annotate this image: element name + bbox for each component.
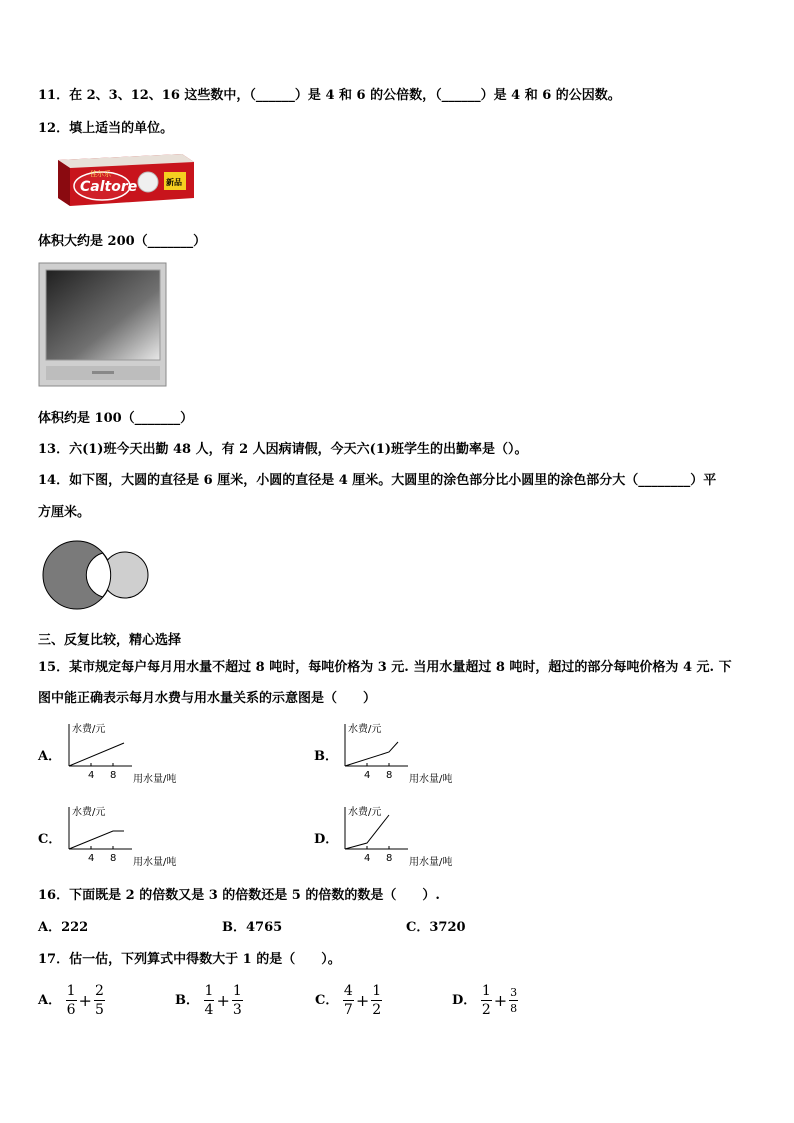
question-15-line1: 15．某市规定每户每月用水量不超过 8 吨时，每吨价格为 3 元. 当用水量超过 8 吨时，超过的部分每吨价格为 4 元. 下 xyxy=(38,660,732,675)
q15-c-xlabel: 用水量/吨 xyxy=(133,857,177,868)
q17-option-a: A． $\frac{1}{6}$ + $\frac{2}{5}$ xyxy=(38,983,104,1018)
q15-a-ylabel: 水费/元 xyxy=(72,724,106,735)
q17-c-label: C． xyxy=(315,993,339,1008)
q15-d-ylabel: 水费/元 xyxy=(348,807,382,818)
q15-option-d-label: D． xyxy=(314,832,339,847)
q15-d-tick4: 4 xyxy=(364,853,371,864)
q16-option-a: A．222 xyxy=(38,920,89,935)
q15-c-tick4: 4 xyxy=(88,853,95,864)
q15-d-xlabel: 用水量/吨 xyxy=(409,857,453,868)
q17-option-b: B． $\frac{1}{4}$ + $\frac{1}{3}$ xyxy=(175,983,242,1018)
question-14-line2: 方厘米。 xyxy=(38,505,91,520)
q17-c-frac2: $\frac{1}{2}$ xyxy=(372,983,382,1018)
q17-option-c: C． $\frac{4}{7}$ + $\frac{1}{2}$ xyxy=(315,983,382,1018)
q17-a-label: A． xyxy=(38,993,62,1008)
q17-d-frac2: $\frac{3}{8}$ xyxy=(510,986,518,1015)
q15-a-tick4: 4 xyxy=(88,770,95,781)
q17-a-frac1: $\frac{1}{6}$ xyxy=(66,983,76,1018)
q17-c-frac1: $\frac{4}{7}$ xyxy=(343,983,353,1018)
q17-b-frac2: $\frac{1}{3}$ xyxy=(232,983,242,1018)
box-badge: 新品 xyxy=(166,178,182,187)
q17-b-frac1: $\frac{1}{4}$ xyxy=(204,983,214,1018)
question-16: 16．下面既是 2 的倍数又是 3 的倍数还是 5 的倍数的数是（ ）. xyxy=(38,888,440,903)
q16-option-b: B．4765 xyxy=(222,920,283,935)
q15-c-tick8: 8 xyxy=(110,853,117,864)
q15-a-xlabel: 用水量/吨 xyxy=(133,774,177,785)
question-14-line1: 14．如下图，大圆的直径是 6 厘米，小圆的直径是 4 厘米。大圆里的涂色部分比小圆里的涂色部分大（________）平 xyxy=(38,473,717,488)
q15-c-ylabel: 水费/元 xyxy=(72,807,106,818)
section-3-title: 三、反复比较，精心选择 xyxy=(38,633,182,648)
q15-option-b-label: B． xyxy=(314,749,338,764)
q15-b-ylabel: 水费/元 xyxy=(348,724,382,735)
q15-a-tick8: 8 xyxy=(110,770,117,781)
box-brand-cn: 佳尔乐 xyxy=(90,170,111,178)
circles-diagram xyxy=(40,538,154,612)
q15-option-a-label: A． xyxy=(38,749,62,764)
question-11: 11．在 2、3、12、16 这些数中，（______）是 4 和 6 的公倍数，（______）是 4 和 6 的公因数。 xyxy=(38,88,621,103)
q16-option-c: C．3720 xyxy=(406,920,466,935)
question-12-line1: 体积大约是 200（_______） xyxy=(38,234,207,249)
q17-b-label: B． xyxy=(175,993,199,1008)
question-12: 12．填上适当的单位。 xyxy=(38,121,174,136)
question-13: 13．六(1)班今天出勤 48 人，有 2 人因病请假，今天六(1)班学生的出勤率是（）。 xyxy=(38,442,528,457)
q17-option-d: D． $\frac{1}{2}$ + $\frac{3}{8}$ xyxy=(452,983,518,1018)
q15-option-c-label: C． xyxy=(38,832,62,847)
wrap-box-image xyxy=(52,150,197,210)
q17-a-frac2: $\frac{2}{5}$ xyxy=(94,983,104,1018)
question-15-line2: 图中能正确表示每月水费与用水量关系的示意图是（ ） xyxy=(38,691,377,706)
q15-b-xlabel: 用水量/吨 xyxy=(409,774,453,785)
q15-b-tick8: 8 xyxy=(386,770,393,781)
q15-b-tick4: 4 xyxy=(364,770,371,781)
box-brand: Caltore xyxy=(80,179,138,195)
question-12-line2: 体积约是 100（_______） xyxy=(38,411,194,426)
tv-image xyxy=(38,262,168,388)
question-17: 17．估一估，下列算式中得数大于 1 的是（ ）。 xyxy=(38,952,341,967)
q17-d-frac1: $\frac{1}{2}$ xyxy=(481,983,491,1018)
q15-d-tick8: 8 xyxy=(386,853,393,864)
q17-d-label: D． xyxy=(452,993,477,1008)
